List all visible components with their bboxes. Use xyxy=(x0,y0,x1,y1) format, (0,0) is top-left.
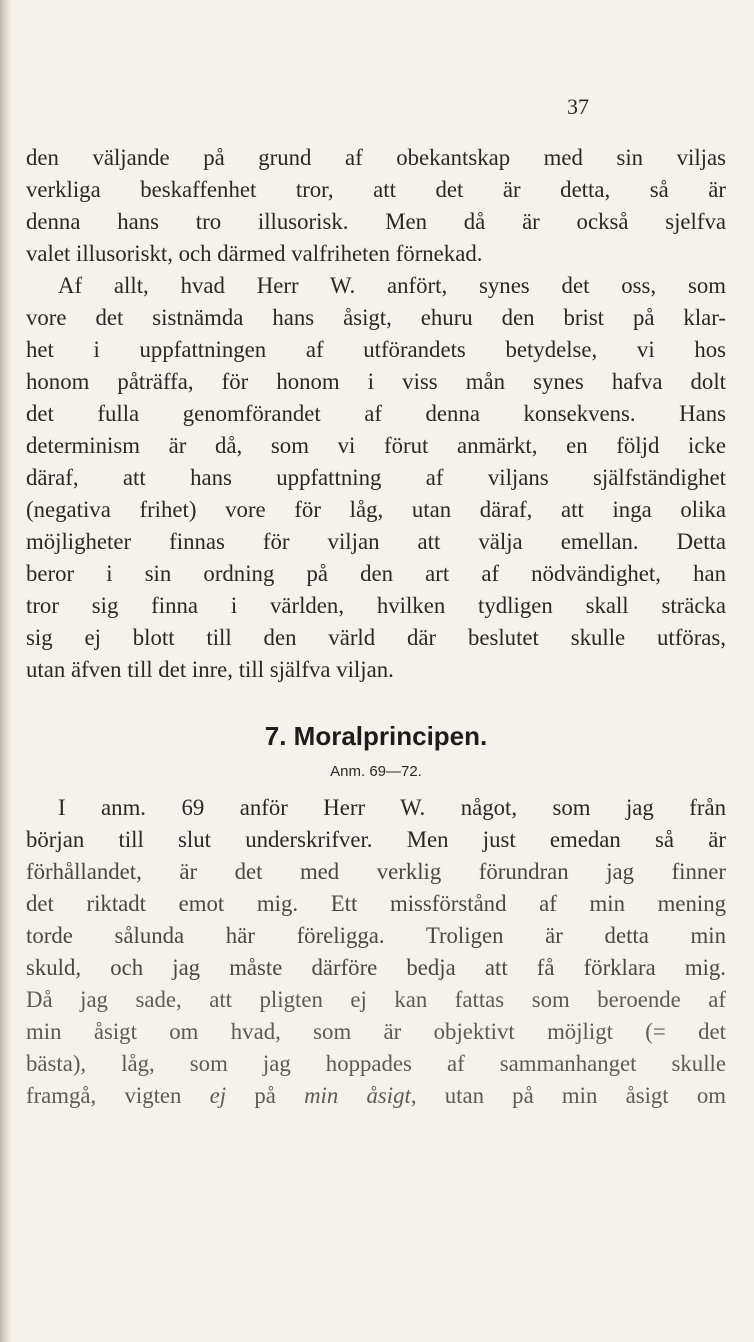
text-line: Af allt, hvad Herr W. anfört, synes det oss, som xyxy=(58,273,726,298)
text-line: (negativa frihet) vore för låg, utan däraf, att inga olika xyxy=(26,497,726,522)
text-fragment: framgå, vigten xyxy=(26,1083,210,1108)
text-line: valet illusoriskt, och därmed valfriheten förnekad. xyxy=(26,241,483,266)
text-line: I anm. 69 anför Herr W. något, som jag från xyxy=(58,795,726,820)
text-line: het i uppfattningen af utförandets betydelse, vi hos xyxy=(26,337,726,362)
section-heading: 7. Moralprincipen. xyxy=(264,721,488,751)
text-line: determinism är då, som vi förut anmärkt, en följd icke xyxy=(26,433,726,458)
text-line: Då jag sade, att pligten ej kan fattas som beroende af xyxy=(26,987,726,1012)
italic-fragment: ej xyxy=(209,1083,227,1108)
text-line: denna hans tro illusorisk. Men då är också sjelfva xyxy=(26,209,726,234)
text-line: det fulla genomförandet af denna konsekvens. Hans xyxy=(26,401,726,426)
text-line: utan äfven till det inre, till själfva viljan. xyxy=(26,657,394,682)
text-line: torde sålunda här föreligga. Troligen är detta min xyxy=(26,923,726,948)
text-fragment: , utan på min åsigt om xyxy=(410,1083,726,1108)
text-line: förhållandet, är det med verklig förundran jag finner xyxy=(26,859,726,884)
text-line: den väljande på grund af obekantskap med sin viljas xyxy=(26,145,726,170)
text-line: det riktadt emot mig. Ett missförstånd af min mening xyxy=(26,891,726,916)
text-line: min åsigt om hvad, som är objektivt möjligt (= det xyxy=(26,1019,726,1044)
text-line: bästa), låg, som jag hoppades af sammanhanget skulle xyxy=(26,1051,726,1076)
text-fragment: på xyxy=(226,1083,305,1108)
page-number: 37 xyxy=(567,94,589,119)
text-line: beror i sin ordning på den art af nödvändighet, han xyxy=(26,561,726,586)
text-line: verkliga beskaffenhet tror, att det är detta, så är xyxy=(26,177,726,202)
text-line: däraf, att hans uppfattning af viljans själfständighet xyxy=(26,465,726,490)
italic-fragment: min åsigt xyxy=(304,1083,411,1108)
text-line-last xyxy=(26,1080,726,1112)
text-line: sig ej blott till den värld där beslutet skulle utföras, xyxy=(26,625,726,650)
text-line: skuld, och jag måste därföre bedja att få förklara mig. xyxy=(26,955,726,980)
text-line: början till slut underskrifver. Men just emedan så är xyxy=(26,827,726,852)
text-line: honom påträffa, för honom i viss mån synes hafva dolt xyxy=(26,369,726,394)
text-line: möjligheter finnas för viljan att välja emellan. Detta xyxy=(26,529,726,554)
text-line: vore det sistnämda hans åsigt, ehuru den brist på klar- xyxy=(26,305,726,330)
section-annotation: Anm. 69—72. xyxy=(330,763,422,780)
text-line: tror sig finna i världen, hvilken tydligen skall sträcka xyxy=(26,593,726,618)
page-gutter-shadow xyxy=(0,0,12,1342)
